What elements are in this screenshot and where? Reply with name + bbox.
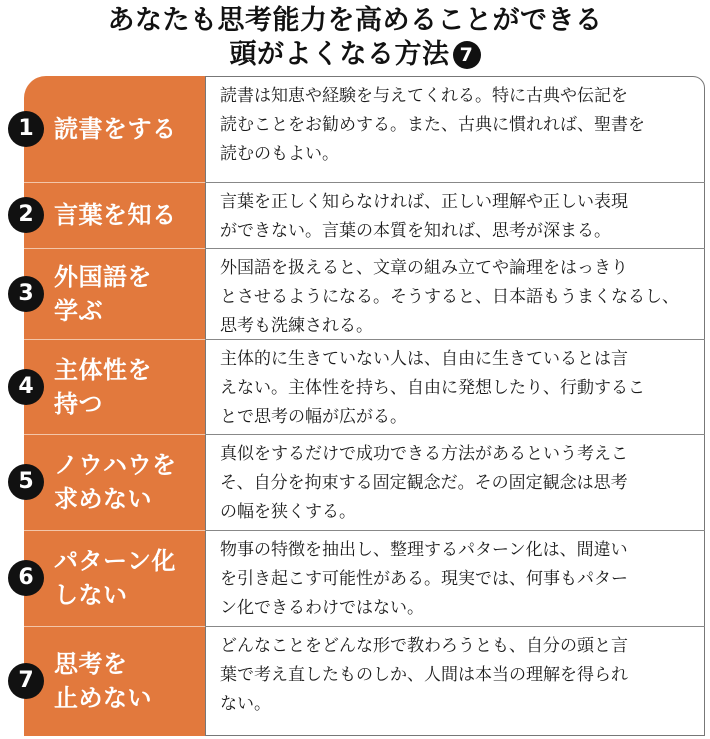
row-divider [24,339,205,340]
row-divider [205,434,705,435]
method-row [18,182,705,248]
page-title [0,4,710,72]
item-description-line: 言葉を正しく知らなければ、正しい理解や正しい表現 [220,192,628,212]
item-heading-line: 持つ [54,389,103,418]
row-divider [205,530,705,531]
row-divider [24,434,205,435]
item-description-line: ができない。言葉の本質を知れば、思考が深まる。 [220,221,611,241]
method-row [18,434,705,530]
item-description-line: 外国語を扱えると、文章の組み立てや論理をはっきり [220,258,628,278]
item-heading-line: 学ぶ [54,296,103,325]
methods-table [18,76,705,736]
item-description-line: 主体的に生きていない人は、自由に生きているとは言 [220,349,628,369]
item-description [220,632,698,719]
row-divider [24,182,205,183]
item-heading-line: ノウハウを [54,451,177,479]
row-divider [205,339,705,340]
item-description-line: 読むことをお勧めする。また、古典に慣れれば、聖書を [220,115,645,135]
method-row [18,530,705,626]
item-description-line: 思考も洗練される。 [220,316,373,336]
method-row [18,248,705,339]
item-heading-line: 主体性を [54,355,152,384]
item-number-badge: 1 [8,111,44,147]
item-heading-line: 止めない [54,684,152,712]
item-description [220,254,698,341]
row-divider [24,248,205,249]
title-number-badge: 7 [453,41,481,69]
item-heading [54,353,204,421]
item-heading-line: 外国語を [54,262,152,291]
item-description-line: 読むのもよい。 [220,144,339,164]
item-number-badge: 6 [8,560,44,596]
item-number-badge: 7 [8,663,44,699]
item-heading [54,647,204,715]
item-heading-line: 読書をする [54,115,177,143]
item-number-badge: 3 [8,276,44,312]
item-description [220,188,698,246]
title-line-2-text: 頭がよくなる方法 [229,39,450,70]
item-heading-line: しない [54,581,128,609]
title-line-2 [0,38,710,72]
item-heading [54,198,204,232]
row-divider [205,626,705,627]
item-description-line: そ、自分を拘束する固定観念だ。その固定観念は思考 [220,473,628,493]
row-divider [24,626,205,627]
item-description-line: 葉で考え直したものしか、人間は本当の理解を得られ [220,665,628,685]
item-heading [54,260,204,328]
item-heading [54,112,204,146]
item-description-line: の幅を狭くする。 [220,502,356,522]
item-description-line: ン化できるわけではない。 [220,598,424,618]
row-divider [205,182,705,183]
item-heading [54,448,204,516]
item-heading-line: 求めない [54,485,152,513]
item-description [220,440,698,527]
item-number-badge: 2 [8,197,44,233]
row-divider [205,248,705,249]
item-description-line: 読書は知恵や経験を与えてくれる。特に古典や伝記を [220,86,628,106]
item-description-line: どんなことをどんな形で教わろうとも、自分の頭と言 [220,636,628,656]
item-heading-line: パターン化 [54,547,177,575]
item-heading [54,544,204,612]
item-description [220,82,698,169]
method-row [18,76,705,182]
item-description-line: 物事の特徴を抽出し、整理するパターン化は、間違い [220,540,628,560]
item-description-line: とさせるようになる。そうすると、日本語もうまくなるし、 [220,287,679,307]
method-row [18,339,705,434]
title-line-1: あなたも思考能力を高めることができる [107,5,603,36]
item-description-line: えない。主体性を持ち、自由に発想したり、行動するこ [220,378,645,398]
item-description-line: ない。 [220,694,271,714]
item-number-badge: 4 [8,369,44,405]
item-description-line: とで思考の幅が広がる。 [220,407,407,427]
item-description [220,536,698,623]
row-divider [24,530,205,531]
method-row [18,626,705,736]
item-description-line: 真似をするだけで成功できる方法があるという考えこ [220,444,628,464]
item-heading-line: 思考を [54,650,128,678]
item-description [220,345,698,432]
item-heading-line: 言葉を知る [54,201,177,229]
item-number-badge: 5 [8,464,44,500]
item-description-line: を引き起こす可能性がある。現実では、何事もパター [220,569,628,589]
